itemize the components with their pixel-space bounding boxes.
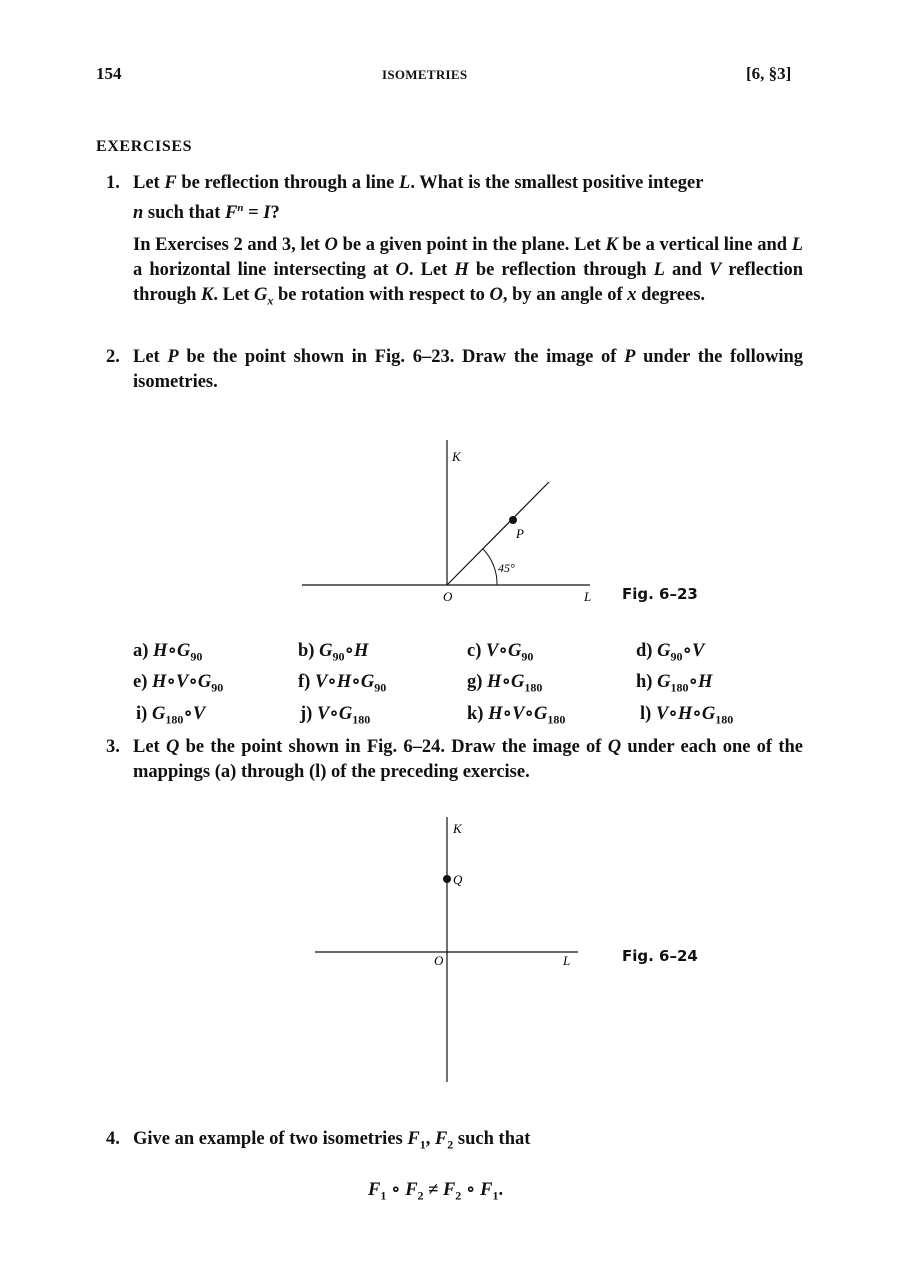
isometry-k: k) $H\circ V\circ G_{180}$ (467, 704, 566, 727)
isometry-h: h) $G_{180}\circ H$ (636, 672, 713, 695)
running-title: ISOMETRIES (382, 67, 468, 82)
label-o: O (434, 953, 444, 968)
isometry-l: l) $V\circ H\circ G_{180}$ (640, 704, 734, 727)
exercise-3-text: Let Q be the point shown in Fig. 6–24. Draw the image of Q under each one of the mappings (a) through (l) of the preceding exercise. (133, 737, 803, 782)
angle-label: 45° (498, 561, 515, 575)
label-k: K (453, 821, 462, 836)
section-title: EXERCISES (96, 138, 193, 155)
label-l: L (563, 953, 571, 968)
point-p (509, 516, 517, 524)
figure-6-24-caption: Fig. 6–24 (622, 947, 698, 965)
label-o: O (443, 589, 453, 604)
exercise-3-number: 3. (106, 737, 120, 757)
page-number: 154 (96, 64, 122, 83)
isometry-b: b) $G_{90}\circ H$ (298, 641, 369, 664)
exercise-4-text: Give an example of two isometries $F_1$, $F_2$ such that (133, 1129, 531, 1152)
label-q: Q (453, 872, 463, 887)
angle-arc (483, 549, 497, 585)
label-p: P (516, 526, 524, 541)
intro-paragraph: In Exercises 2 and 3, let O be a given point in the plane. Let K be a vertical line and L a horizontal line intersecting at O. Let H be reflection through L and V reflection through K. Let $G_x$ be rotation with respect to O, by an angle of x degrees. (133, 235, 804, 308)
figure-6-23 (290, 435, 610, 610)
isometry-i: i) $G_{180}\circ V$ (136, 704, 206, 727)
exercise-4-number: 4. (106, 1129, 120, 1149)
isometry-a: a) $H\circ G_{90}$ (133, 641, 203, 664)
label-k: K (452, 449, 461, 464)
isometry-g: g) $H\circ G_{180}$ (467, 672, 543, 695)
exercise-2-number: 2. (106, 347, 120, 367)
section-reference: [6, §3] (746, 64, 792, 83)
exercise-2-text: Let P be the point shown in Fig. 6–23. Draw the image of P under the following isometries. (133, 347, 803, 392)
exercise-1-text: Let F be reflection through a line L. What is the smallest positive integer n such that $F^n = I$? (133, 173, 704, 224)
exercise-1-number: 1. (106, 173, 120, 193)
isometry-e: e) $H\circ V\circ G_{90}$ (133, 672, 224, 695)
figure-6-23-caption: Fig. 6–23 (622, 585, 698, 603)
isometry-f: f) $V\circ H\circ G_{90}$ (298, 672, 387, 695)
isometry-d: d) $G_{90}\circ V$ (636, 641, 705, 664)
figure-6-24 (300, 812, 600, 1087)
label-l: L (584, 589, 592, 604)
point-q (443, 875, 451, 883)
isometry-c: c) $V\circ G_{90}$ (467, 641, 534, 664)
exercise-4-display-equation: $F_1$ ∘ $F_2 \ne F_2$ ∘ $F_1$. (368, 1180, 504, 1203)
isometry-j: j) $V\circ G_{180}$ (300, 704, 371, 727)
